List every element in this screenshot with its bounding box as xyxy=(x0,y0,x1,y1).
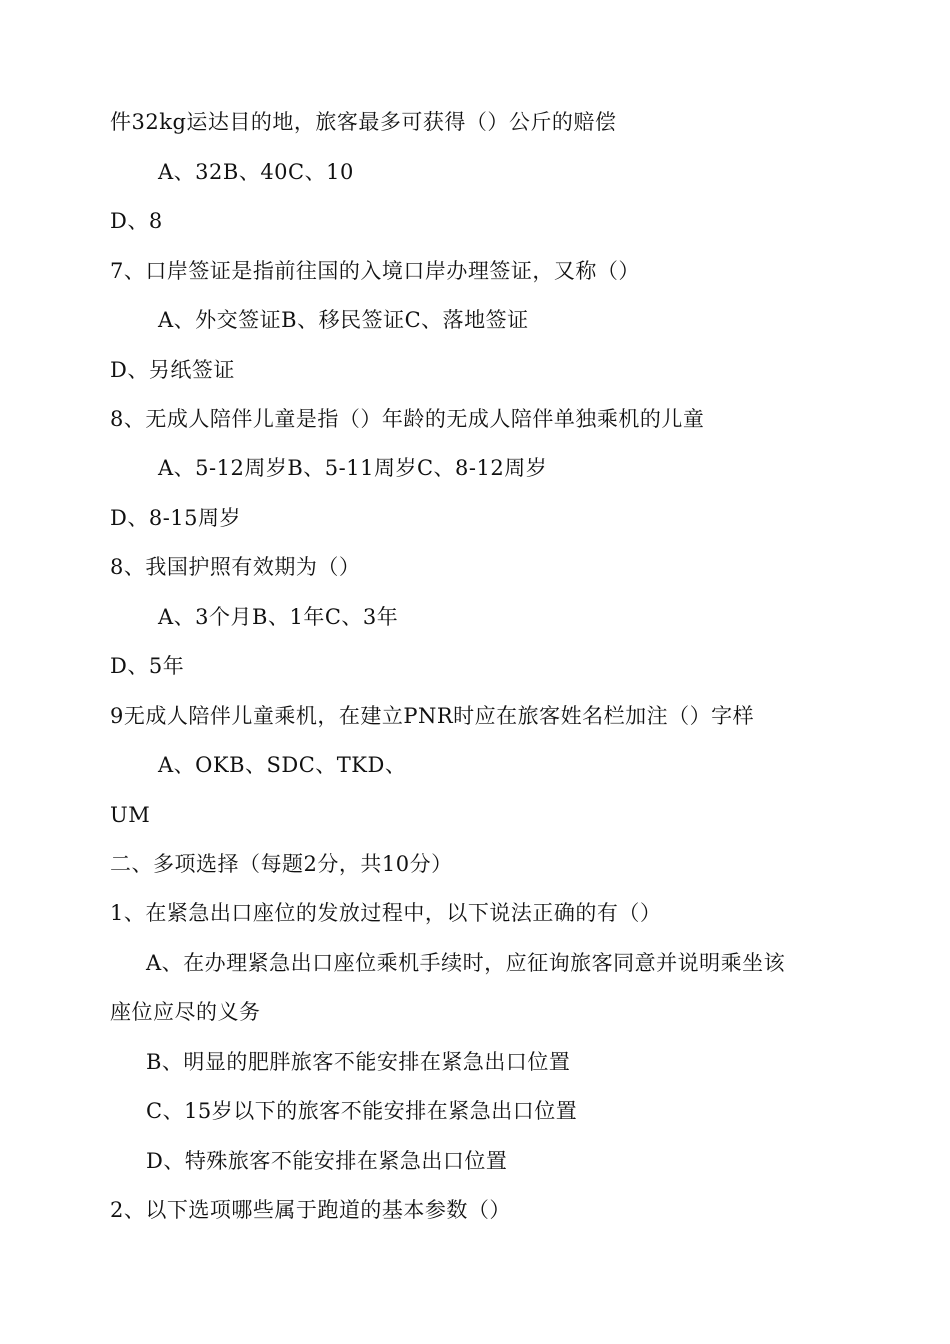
section-heading-multiple-choice: 二、多项选择（每题2分，共10分） xyxy=(110,852,453,876)
question-9-options-abc: A、OKB、SDC、TKD、 xyxy=(158,753,407,777)
question-8-stem: 8、无成人陪伴儿童是指（）年龄的无成人陪伴单独乘机的儿童 xyxy=(110,407,705,431)
mc-question-1-option-d: D、特殊旅客不能安排在紧急出口位置 xyxy=(146,1149,508,1173)
question-8-options-abc: A、5-12周岁B、5-11周岁C、8-12周岁 xyxy=(158,456,548,480)
question-8b-options-abc: A、3个月B、1年C、3年 xyxy=(158,605,399,629)
question-8b-stem: 8、我国护照有效期为（） xyxy=(110,555,361,579)
question-9-option-d: UM xyxy=(110,803,151,827)
mc-question-1-option-b: B、明显的肥胖旅客不能安排在紧急出口位置 xyxy=(146,1050,571,1074)
mc-question-1-option-a: A、在办理紧急出口座位乘机手续时，应征询旅客同意并说明乘坐该 xyxy=(146,951,786,975)
question-7-stem: 7、口岸签证是指前往国的入境口岸办理签证，又称（） xyxy=(110,259,640,283)
mc-question-2-stem: 2、以下选项哪些属于跑道的基本参数（） xyxy=(110,1198,511,1222)
question-6-option-d: D、8 xyxy=(110,209,163,233)
question-8b-option-d: D、5年 xyxy=(110,654,185,678)
question-8-option-d: D、8-15周岁 xyxy=(110,506,242,530)
question-6-options-abc: A、32B、40C、10 xyxy=(158,160,354,184)
mc-question-1-stem: 1、在紧急出口座位的发放过程中，以下说法正确的有（） xyxy=(110,901,662,925)
question-9-stem: 9无成人陪伴儿童乘机，在建立PNR时应在旅客姓名栏加注（）字样 xyxy=(110,704,755,728)
question-7-options-abc: A、外交签证B、移民签证C、落地签证 xyxy=(158,308,529,332)
question-6-stem-continued: 件32kg运达目的地，旅客最多可获得（）公斤的赔偿 xyxy=(110,110,617,134)
question-7-option-d: D、另纸签证 xyxy=(110,358,235,382)
mc-question-1-option-a-continued: 座位应尽的义务 xyxy=(110,1000,261,1024)
mc-question-1-option-c: C、15岁以下的旅客不能安排在紧急出口位置 xyxy=(146,1099,578,1123)
